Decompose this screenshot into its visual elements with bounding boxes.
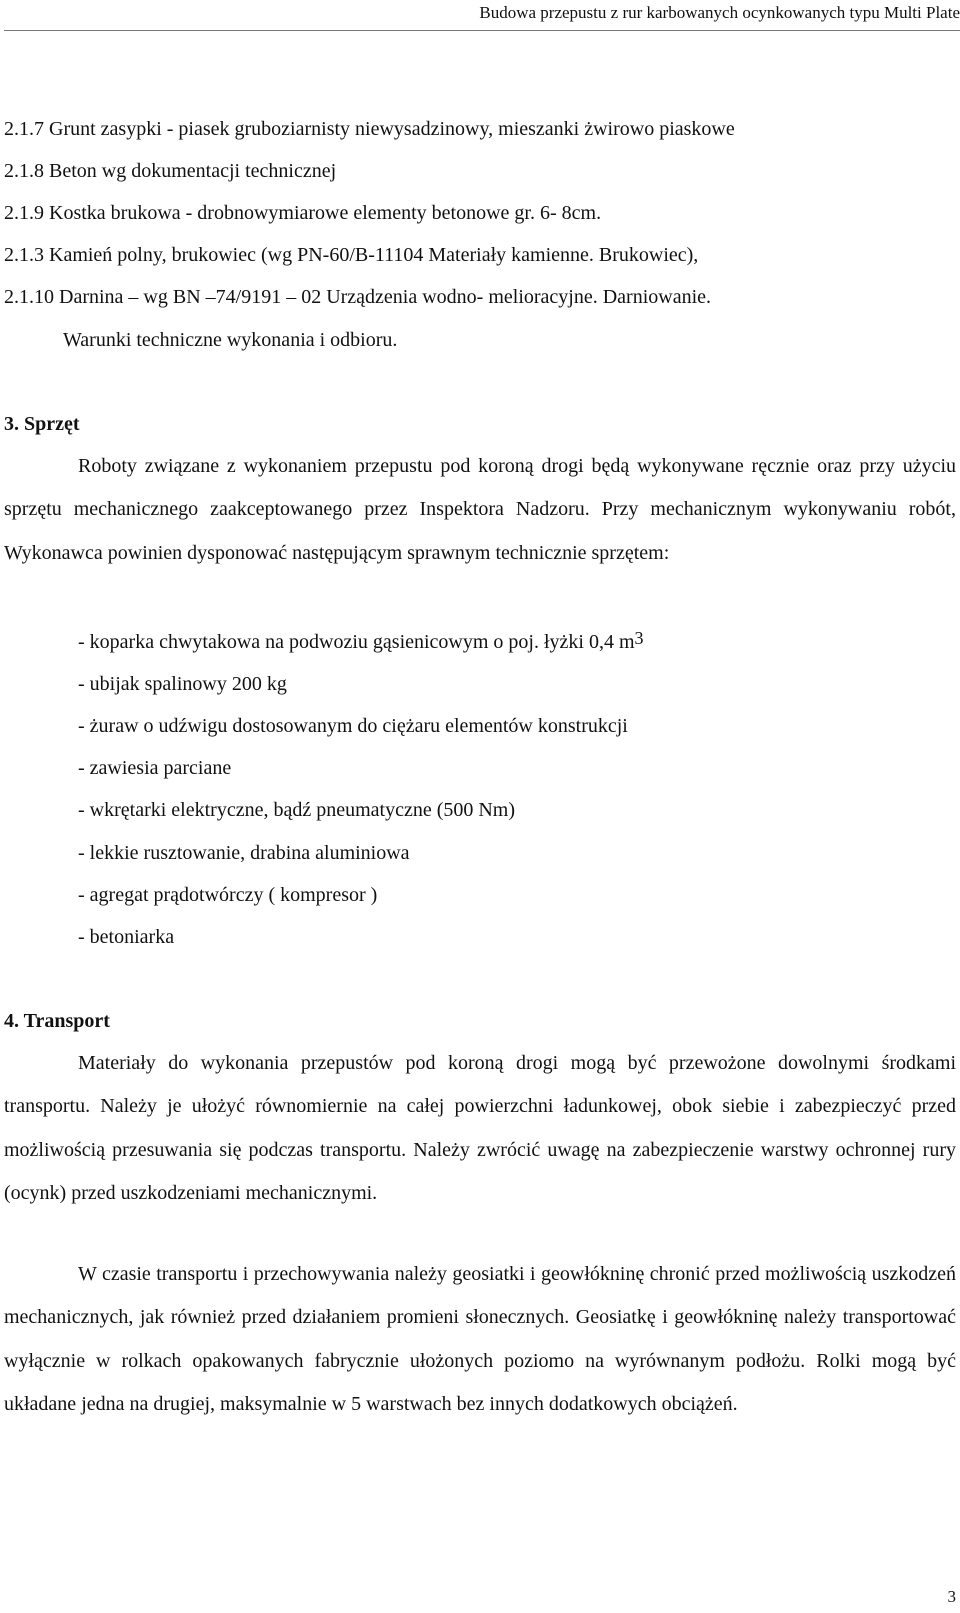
- equipment-item: - ubijak spalinowy 200 kg: [78, 673, 287, 695]
- header-rule: [4, 30, 960, 31]
- equipment-item: - zawiesia parciane: [78, 757, 232, 779]
- equipment-item-text: - koparka chwytakowa na podwoziu gąsienicowym o poj. łyżki 0,4 m: [78, 631, 635, 653]
- materials-item: 2.1.10 Darnina – wg BN –74/9191 – 02 Urządzenia wodno- melioracyjne. Darniowanie.: [4, 286, 712, 308]
- equipment-item: - betoniarka: [78, 926, 175, 948]
- materials-item: 2.1.3 Kamień polny, brukowiec (wg PN-60/B-11104 Materiały kamienne. Brukowiec),: [4, 244, 699, 266]
- page-number: 3: [947, 1587, 956, 1606]
- section-heading-equipment: 3. Sprzęt: [4, 413, 80, 435]
- transport-paragraph-2: W czasie transportu i przechowywania należy geosiatki i geowłókninę chronić przed możliwością uszkodzeń mechanicznych, jak również przed działaniem promieni słonecznych. Geosiatkę i geowłókninę należy transportować wyłącznie w rolkach opakowanych fabrycznie ułożonych poziomo na wyrównanym podłożu. Rolki mogą być układane jedna na drugiej, maksymalnie w 5 warstwach bez innych dodatkowych obciążeń.: [4, 1263, 956, 1415]
- equipment-item: - lekkie rusztowanie, drabina aluminiowa: [78, 842, 410, 864]
- section-heading-transport: 4. Transport: [4, 1010, 110, 1032]
- materials-item: 2.1.8 Beton wg dokumentacji technicznej: [4, 160, 337, 182]
- transport-paragraph-1: Materiały do wykonania przepustów pod koroną drogi mogą być przewożone dowolnymi środkami transportu. Należy je ułożyć równomiernie na całej powierzchni ładunkowej, obok siebie i zabezpieczyć przed możliwością przesuwania się podczas transportu. Należy zwrócić uwagę na zabezpieczenie warstwy ochronnej rury (ocynk) przed uszkodzeniami mechanicznymi.: [4, 1052, 956, 1204]
- equipment-paragraph: Roboty związane z wykonaniem przepustu pod koroną drogi będą wykonywane ręcznie oraz przy użyciu sprzętu mechanicznego zaakceptowanego przez Inspektora Nadzoru. Przy mechanicznym wykonywaniu robót, Wykonawca powinien dysponować następującym sprawnym technicznie sprzętem:: [4, 455, 956, 564]
- materials-item: 2.1.9 Kostka brukowa - drobnowymiarowe elementy betonowe gr. 6- 8cm.: [4, 202, 602, 224]
- unit-exponent: 3: [634, 628, 644, 648]
- materials-item: 2.1.7 Grunt zasypki - piasek gruboziarnisty niewysadzinowy, mieszanki żwirowo piaskowe: [4, 118, 735, 140]
- equipment-item: - agregat prądotwórczy ( kompresor ): [78, 884, 378, 906]
- equipment-item: - wkrętarki elektryczne, bądź pneumatyczne (500 Nm): [78, 799, 516, 821]
- materials-item-continuation: Warunki techniczne wykonania i odbioru.: [63, 329, 398, 351]
- equipment-item: [78, 629, 644, 655]
- running-header: Budowa przepustu z rur karbowanych ocynkowanych typu Multi Plate: [479, 3, 960, 22]
- equipment-item: - żuraw o udźwigu dostosowanym do ciężaru elementów konstrukcji: [78, 715, 628, 737]
